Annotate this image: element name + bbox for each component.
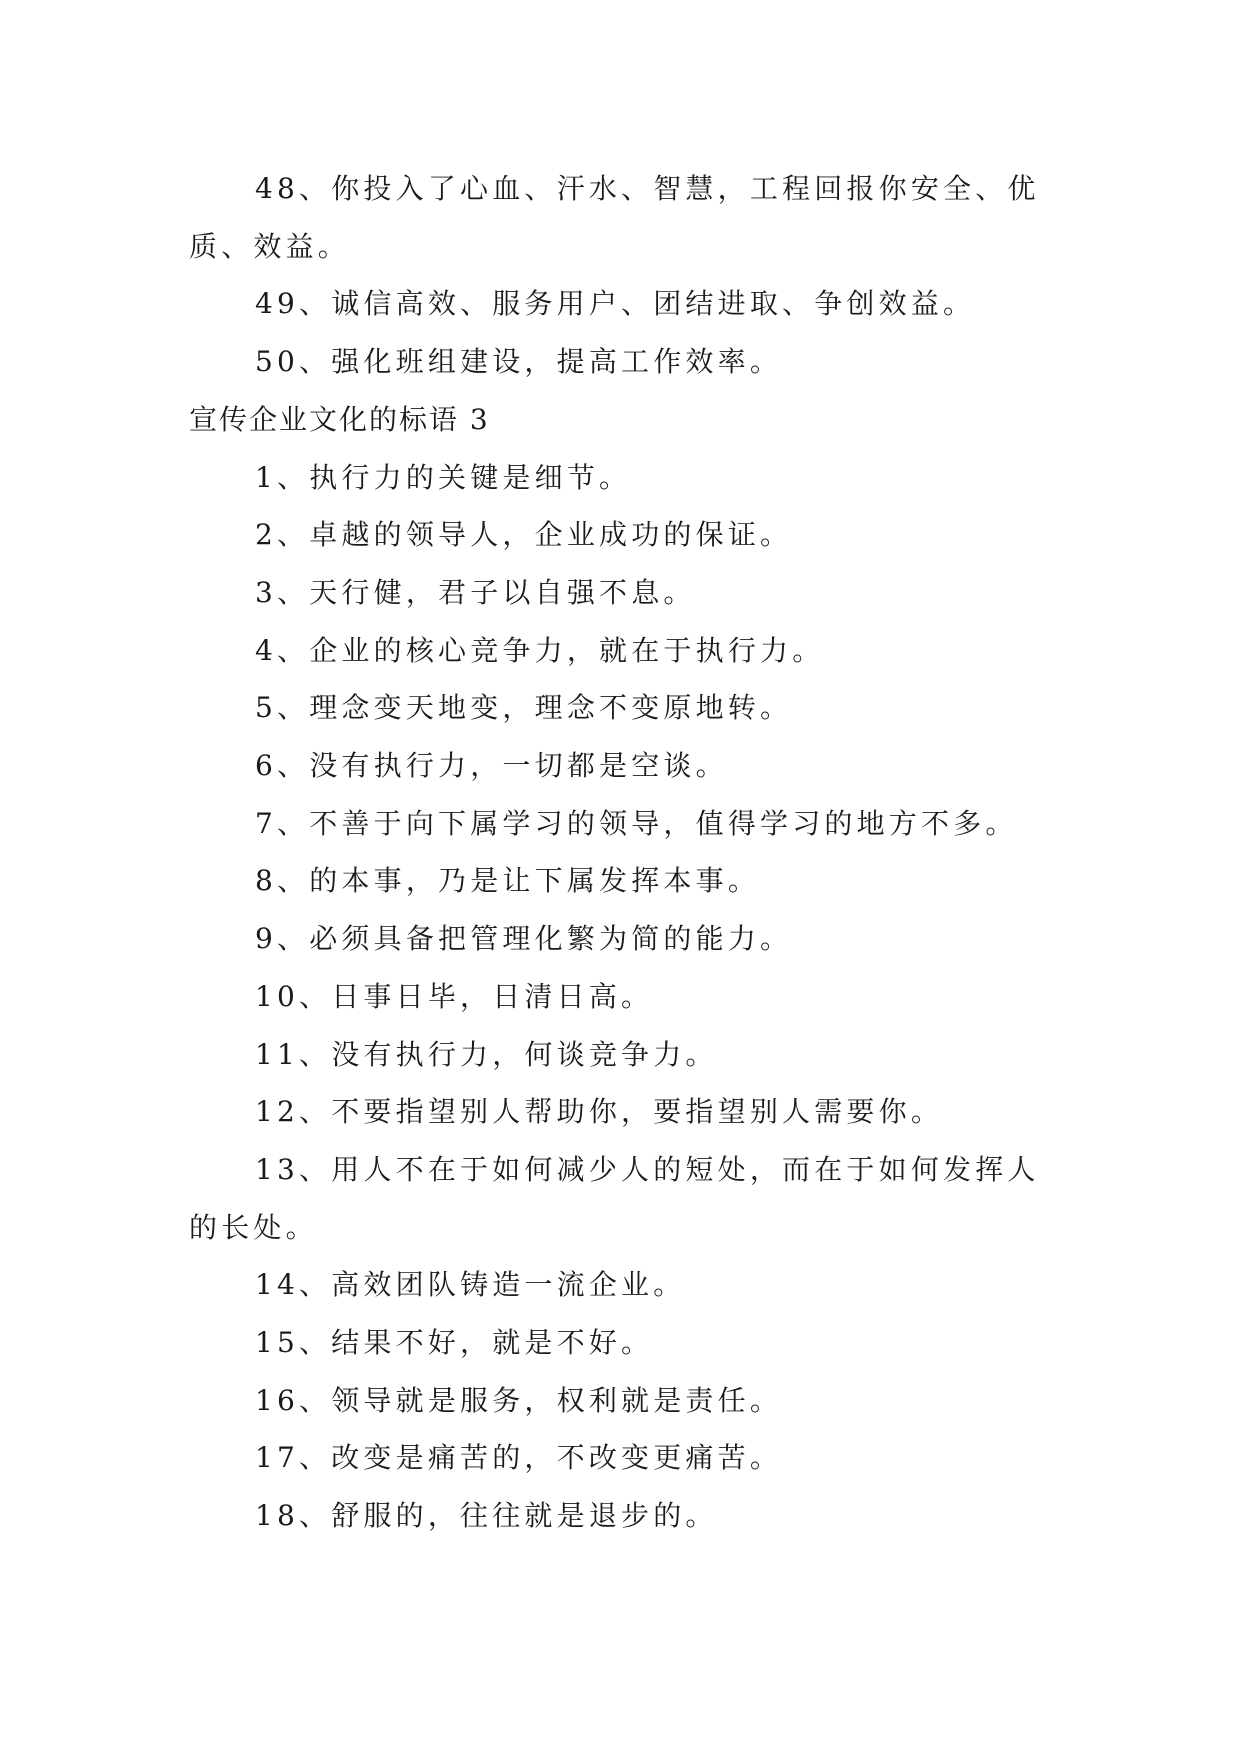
slogan-8: 8、的本事，乃是让下属发挥本事。: [255, 864, 761, 898]
slogan-13: 13、用人不在于如何减少人的短处，而在于如何发挥人的长处。: [189, 1152, 1040, 1244]
slogan-5: 5、理念变天地变，理念不变原地转。: [255, 691, 793, 725]
slogan-9: 9、必须具备把管理化繁为简的能力。: [255, 922, 793, 956]
slogan-48: 48、你投入了心血、汗水、智慧，工程回报你安全、优质、效益。: [189, 172, 1040, 263]
slogan-18: 18、舒服的，往往就是退步的。: [255, 1499, 718, 1533]
slogan-7: 7、不善于向下属学习的领导，值得学习的地方不多。: [255, 806, 1018, 840]
slogan-14: 14、高效团队铸造一流企业。: [255, 1268, 686, 1302]
document-body: [189, 160, 1054, 1545]
slogan-1: 1、执行力的关键是细节。: [255, 460, 632, 494]
slogan-3: 3、天行健，君子以自强不息。: [255, 575, 696, 609]
slogan-49: 49、诚信高效、服务用户、团结进取、争创效益。: [255, 287, 976, 321]
slogan-11: 11、没有执行力，何谈竞争力。: [255, 1037, 718, 1071]
section-title: 宣传企业文化的标语 3: [189, 402, 490, 436]
slogan-50: 50、强化班组建设，提高工作效率。: [255, 345, 783, 379]
slogan-17: 17、改变是痛苦的，不改变更痛苦。: [255, 1441, 783, 1475]
slogan-10: 10、日事日毕，日清日高。: [255, 979, 654, 1013]
slogan-12: 12、不要指望别人帮助你，要指望别人需要你。: [255, 1095, 944, 1129]
slogan-6: 6、没有执行力，一切都是空谈。: [255, 749, 728, 783]
slogan-15: 15、结果不好，就是不好。: [255, 1326, 654, 1360]
slogan-16: 16、领导就是服务，权利就是责任。: [255, 1383, 783, 1417]
slogan-2: 2、卓越的领导人，企业成功的保证。: [255, 518, 793, 552]
slogan-4: 4、企业的核心竞争力，就在于执行力。: [255, 633, 825, 667]
